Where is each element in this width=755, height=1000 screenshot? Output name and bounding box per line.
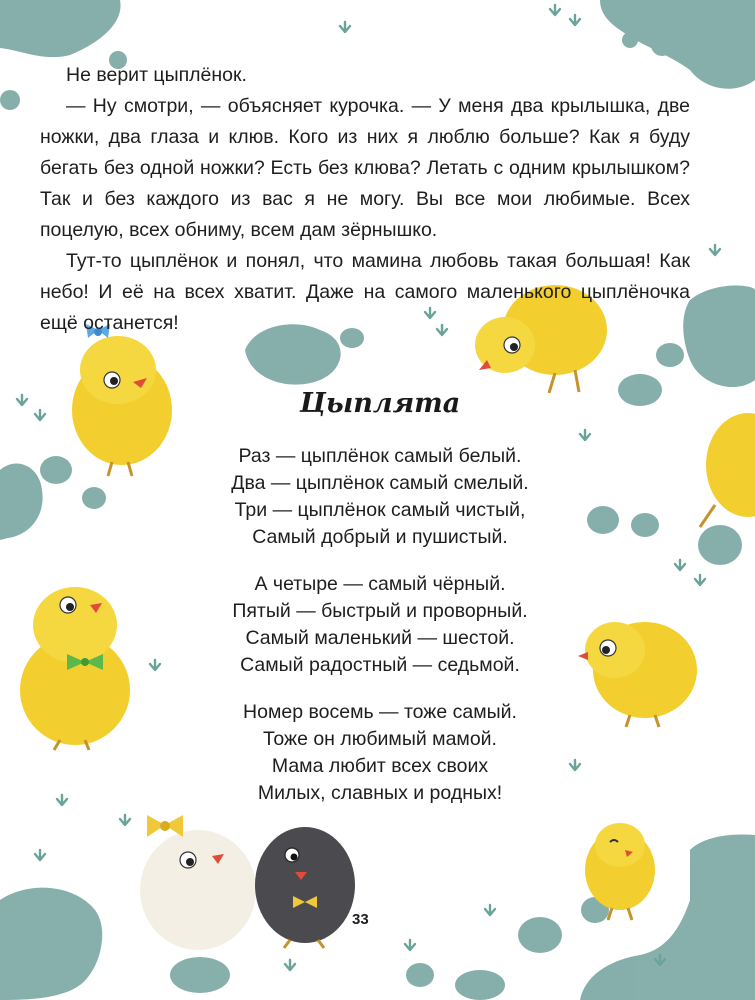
- poem-line: Милых, славных и родных!: [257, 782, 503, 804]
- poem-line: Самый маленький — шестой.: [245, 627, 515, 649]
- chick-footprint: [150, 660, 160, 670]
- poem-line: Раз — цыплёнок самый белый.: [238, 445, 522, 467]
- paint-blot-small: [622, 32, 638, 48]
- chick-footprint: [675, 560, 685, 570]
- chick-footprint: [285, 960, 295, 970]
- paint-blot-bottom-left: [0, 888, 102, 1000]
- poem-line: Номер восемь — тоже самый.: [243, 701, 517, 723]
- paint-blot-right: [698, 525, 742, 565]
- poem-stanza: [190, 443, 570, 551]
- paint-blot-right: [618, 374, 662, 406]
- paint-blot-left: [82, 487, 106, 509]
- poem-stanza: [190, 699, 570, 807]
- poem-line: Пятый — быстрый и проворный.: [232, 600, 528, 622]
- paint-blot-small: [0, 90, 20, 110]
- paint-blot-right: [587, 506, 619, 534]
- white-chick-with-bow: [140, 815, 256, 950]
- chick-footprint: [35, 410, 45, 420]
- paint-blot-right: [631, 513, 659, 537]
- paint-blot-small: [651, 34, 673, 56]
- paint-blot-top-left: [0, 0, 121, 57]
- paint-blot-right: [656, 343, 684, 367]
- paint-blot-left: [40, 456, 72, 484]
- chick-footprint: [580, 430, 590, 440]
- page-number: 33: [352, 911, 369, 928]
- chick-with-green-bow: [20, 587, 130, 750]
- paint-blot-bottom: [455, 970, 505, 1000]
- poem-line: Три — цыплёнок самый чистый,: [234, 499, 526, 521]
- chick-footprint: [57, 795, 67, 805]
- chick-with-blue-bow: [72, 324, 172, 476]
- chick-footprint: [405, 940, 415, 950]
- chick-facing-left: [578, 622, 697, 727]
- prose-paragraph: Тут-то цыплёнок и понял, что мамина любовь такая большая! Как небо! И её на всех хватит. Даже на самого маленького цыплёночка ещё останется!: [40, 250, 690, 334]
- chick-footprint: [570, 15, 580, 25]
- chick-footprint: [35, 850, 45, 860]
- chick-footprint: [550, 5, 560, 15]
- prose-paragraph: — Ну смотри, — объясняет курочка. — У меня два крылышка, две ножки, два глаза и клюв. Кого из них я люблю больше? Как я буду бегать без одной ножки? Есть без клюва? Летать с одним крылышком? Так и без каждого из вас я не могу. Вы все мои любимые. Всех поцелую, всех обниму, всем дам зёрнышко.: [40, 95, 690, 241]
- poem-stanza: [190, 571, 570, 679]
- chick-edge-right: [700, 413, 755, 527]
- paint-blot-bottom: [406, 963, 434, 987]
- paint-blot-right-upper: [683, 286, 755, 388]
- prose-paragraph: Не верит цыплёнок.: [66, 64, 247, 86]
- paint-blot-bottom: [170, 957, 230, 993]
- poem-line: Самый радостный — седьмой.: [240, 654, 520, 676]
- poem-line: А четыре — самый чёрный.: [254, 573, 506, 595]
- paint-blot-left-middle: [0, 464, 43, 540]
- poem-title: Цыплята: [299, 388, 461, 419]
- poem: [190, 443, 570, 827]
- chick-footprint: [485, 905, 495, 915]
- chick-footprint: [695, 575, 705, 585]
- chick-footprint: [570, 760, 580, 770]
- poem-line: Самый добрый и пушистый.: [252, 526, 508, 548]
- paint-blot-bottom: [518, 917, 562, 953]
- poem-line: Два — цыплёнок самый смелый.: [231, 472, 529, 494]
- story-text: [40, 60, 690, 339]
- black-chick-with-bow: [255, 827, 355, 948]
- chick-footprint: [340, 22, 350, 32]
- poem-line: Мама любит всех своих: [271, 755, 489, 777]
- chick-footprint: [17, 395, 27, 405]
- chick-footprint: [120, 815, 130, 825]
- chick-footprint: [710, 245, 720, 255]
- poem-line: Тоже он любимый мамой.: [263, 728, 497, 750]
